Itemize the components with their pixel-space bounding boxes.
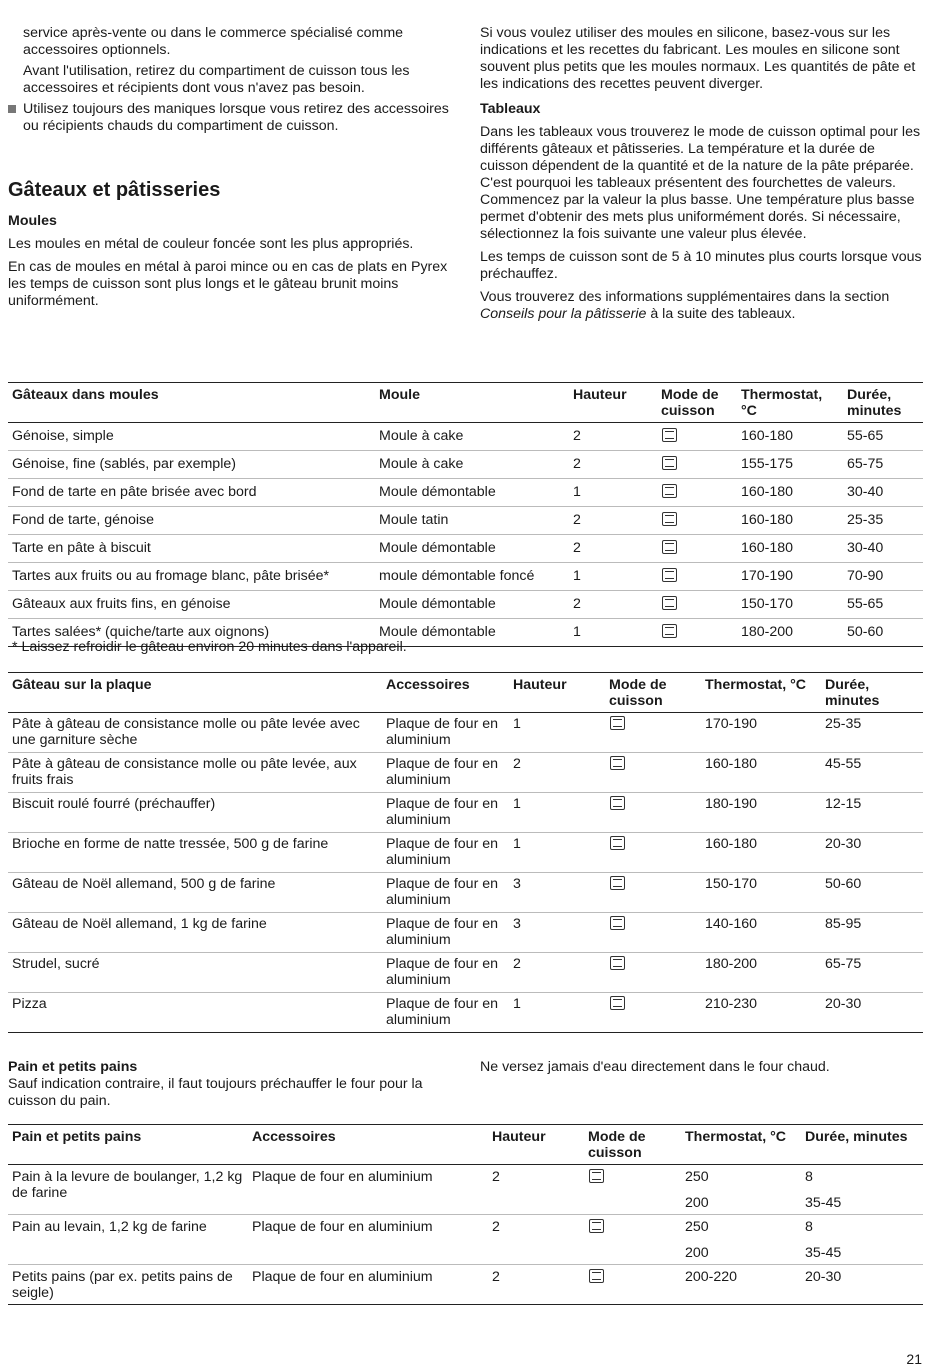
tableaux-paragraph: Dans les tableaux vous trouverez le mode de cuisson optimal pour les différents gâteaux et pâtisseries. La température et la durée de cuisson dépendent de la quantité et de la nature de la pâte préparée. C'est pourquoi les tableaux présentent des fourchettes de valeurs. Commencez par la valeur la plus basse. Une température plus basse permet d'obtenir des mets plus uniformément dorés. Si nécessaire, sélectionnez la fois suivante une valeur plus élevée. [480, 124, 921, 242]
top-bottom-heat-icon [610, 836, 625, 850]
top-bottom-heat-icon [610, 796, 625, 810]
accessory-cell: Moule démontable [379, 484, 496, 500]
temperature-cell: 160-180 [741, 484, 794, 500]
name-cell: Pain au levain, 1,2 kg de farine [12, 1219, 207, 1235]
mode-cell [657, 423, 737, 451]
level-cell: 2 [492, 1269, 500, 1285]
name-cell: Gâteau de Noël allemand, 500 g de farine [12, 876, 276, 892]
duration-cell: 65-75 [825, 956, 862, 972]
mode-cell [605, 833, 701, 873]
name-cell: Petits pains (par ex. petits pains de seigle) [12, 1269, 233, 1301]
column-header: Mode de cuisson [605, 673, 701, 713]
table-row [8, 1265, 923, 1305]
level-cell: 2 [573, 596, 581, 612]
level-cell: 1 [513, 996, 521, 1012]
name-cell: Pain à la levure de boulanger, 1,2 kg de farine [12, 1169, 243, 1201]
moules-heading: Moules [8, 213, 57, 229]
mode-cell [605, 873, 701, 913]
duration-cell: 50-60 [825, 876, 862, 892]
name-cell: Tartes aux fruits ou au fromage blanc, pâte brisée* [12, 568, 330, 584]
top-bottom-heat-icon [662, 456, 677, 470]
duration-cell: 8 [805, 1219, 813, 1235]
duration-cell: 70-90 [847, 568, 884, 584]
name-cell: Strudel, sucré [12, 956, 100, 972]
right-intro [480, 25, 925, 323]
info-paragraph: Vous trouverez des informations supplémentaires dans la section Conseils pour la pâtisserie à la suite des tableaux. [480, 289, 890, 322]
intro-paragraph: service après-vente ou dans le commerce spécialisé comme accessoires optionnels. [23, 25, 404, 58]
temperature-cell: 160-180 [741, 512, 794, 528]
temperature-cell: 150-170 [741, 596, 794, 612]
temperature-cell: 180-200 [741, 624, 794, 640]
moules-paragraph: Les moules en métal de couleur foncée sont les plus appropriés. [8, 236, 414, 252]
bullet-square-icon [8, 105, 16, 113]
temperature-cell: 180-200 [705, 956, 758, 972]
duration-cell: 12-15 [825, 796, 862, 812]
level-cell: 1 [513, 716, 521, 732]
duration-cell: 35-45 [805, 1245, 842, 1261]
table-row [8, 423, 923, 451]
top-bottom-heat-icon [610, 876, 625, 890]
accessory-cell: Plaque de four en aluminium [386, 836, 499, 868]
top-bottom-heat-icon [610, 916, 625, 930]
accessory-cell: Plaque de four en aluminium [386, 996, 499, 1028]
intro-paragraph: Avant l'utilisation, retirez du compartiment de cuisson tous les accessoires et récipients dont vous n'avez pas besoin. [23, 63, 410, 96]
level-cell: 2 [573, 428, 581, 444]
column-header: Pain et petits pains [8, 1125, 248, 1165]
tableaux-heading: Tableaux [480, 101, 541, 117]
column-header: Hauteur [569, 383, 657, 423]
preheat-paragraph: Les temps de cuisson sont de 5 à 10 minutes plus courts lorsque vous préchauffez. [480, 249, 922, 282]
table-pain [8, 1124, 923, 1305]
top-bottom-heat-icon [589, 1169, 604, 1183]
level-cell: 2 [573, 512, 581, 528]
column-header: Thermostat, °C [737, 383, 843, 423]
name-cell: Fond de tarte en pâte brisée avec bord [12, 484, 257, 500]
table-row [8, 507, 923, 535]
name-cell: Biscuit roulé fourré (préchauffer) [12, 796, 216, 812]
table-row [8, 953, 923, 993]
accessory-cell: Plaque de four en aluminium [386, 796, 499, 828]
mode-cell [584, 1215, 681, 1265]
temperature-cell: 170-190 [741, 568, 794, 584]
mode-cell [657, 563, 737, 591]
accessory-cell: Moule démontable [379, 624, 496, 640]
table-row [8, 591, 923, 619]
pain-intro [8, 1059, 453, 1110]
top-bottom-heat-icon [610, 956, 625, 970]
mode-cell [657, 591, 737, 619]
top-bottom-heat-icon [589, 1219, 604, 1233]
duration-cell: 8 [805, 1169, 813, 1185]
top-bottom-heat-icon [662, 540, 677, 554]
temperature-cell: 160-180 [705, 836, 758, 852]
duration-cell: 85-95 [825, 916, 862, 932]
top-bottom-heat-icon [610, 756, 625, 770]
table-row [8, 1215, 923, 1239]
table-row [8, 993, 923, 1033]
column-header: Mode de cuisson [584, 1125, 681, 1165]
level-cell: 1 [573, 568, 581, 584]
duration-cell: 20-30 [825, 996, 862, 1012]
table-row [8, 713, 923, 753]
table-row [8, 451, 923, 479]
temperature-cell: 160-180 [705, 756, 758, 772]
temperature-cell: 160-180 [741, 540, 794, 556]
column-header: Hauteur [488, 1125, 584, 1165]
mode-cell [584, 1165, 681, 1215]
temperature-cell: 170-190 [705, 716, 758, 732]
level-cell: 1 [573, 624, 581, 640]
column-header: Gâteau sur la plaque [8, 673, 382, 713]
duration-cell: 25-35 [847, 512, 884, 528]
section-title: Gâteaux et pâtisseries [8, 179, 221, 201]
bullet-text: Utilisez toujours des maniques lorsque vous retirez des accessoires ou récipients chauds du compartiment de cuisson. [23, 101, 449, 134]
level-cell: 2 [492, 1169, 500, 1185]
accessory-cell: Moule démontable [379, 596, 496, 612]
mode-cell [657, 535, 737, 563]
column-header: Durée, minutes [821, 673, 923, 713]
column-header: Thermostat, °C [701, 673, 821, 713]
duration-cell: 25-35 [825, 716, 862, 732]
name-cell: Pizza [12, 996, 47, 1012]
pain-heading: Pain et petits pains [8, 1059, 138, 1075]
accessory-cell: Plaque de four en aluminium [386, 716, 499, 748]
level-cell: 2 [573, 540, 581, 556]
top-bottom-heat-icon [589, 1269, 604, 1283]
mode-cell [605, 753, 701, 793]
name-cell: Tarte en pâte à biscuit [12, 540, 151, 556]
top-bottom-heat-icon [610, 996, 625, 1010]
duration-cell: 65-75 [847, 456, 884, 472]
mode-cell [605, 913, 701, 953]
temperature-cell: 155-175 [741, 456, 794, 472]
mode-cell [657, 451, 737, 479]
temperature-cell: 200 [685, 1245, 709, 1261]
table-row [8, 873, 923, 913]
column-header: Gâteaux dans moules [8, 383, 375, 423]
accessory-cell: Moule à cake [379, 428, 464, 444]
level-cell: 2 [492, 1219, 500, 1235]
table-gateaux-moules [8, 382, 923, 647]
section-reference: Conseils pour la pâtisserie [480, 306, 647, 322]
table-row [8, 1165, 923, 1189]
level-cell: 3 [513, 876, 521, 892]
mode-cell [657, 479, 737, 507]
duration-cell: 50-60 [847, 624, 884, 640]
pain-warning: Ne versez jamais d'eau directement dans le four chaud. [480, 1059, 830, 1075]
top-bottom-heat-icon [662, 568, 677, 582]
table-row [8, 563, 923, 591]
pain-paragraph: Sauf indication contraire, il faut toujours préchauffer le four pour la cuisson du pain. [8, 1076, 423, 1109]
accessory-cell: Plaque de four en aluminium [252, 1169, 433, 1185]
accessory-cell: Moule tatin [379, 512, 449, 528]
top-bottom-heat-icon [662, 428, 677, 442]
left-intro [23, 25, 453, 135]
top-bottom-heat-icon [662, 596, 677, 610]
name-cell: Pâte à gâteau de consistance molle ou pâte levée, aux fruits frais [12, 756, 357, 788]
table-row [8, 535, 923, 563]
top-bottom-heat-icon [662, 624, 677, 638]
duration-cell: 45-55 [825, 756, 862, 772]
level-cell: 1 [513, 796, 521, 812]
column-header: Mode de cuisson [657, 383, 737, 423]
column-header: Accessoires [248, 1125, 488, 1165]
silicone-paragraph: Si vous voulez utiliser des moules en silicone, basez-vous sur les indications et les recettes du fabricant. Les moules en silicone sont souvent plus petits que les moules normaux. Les quantités de pâte et les indications des recettes peuvent diverger. [480, 25, 916, 92]
level-cell: 3 [513, 916, 521, 932]
mode-cell [584, 1265, 681, 1305]
duration-cell: 35-45 [805, 1195, 842, 1211]
table-row [8, 833, 923, 873]
table-row [8, 793, 923, 833]
top-bottom-heat-icon [610, 716, 625, 730]
temperature-cell: 200-220 [685, 1269, 738, 1285]
level-cell: 1 [573, 484, 581, 500]
mode-cell [605, 993, 701, 1033]
duration-cell: 30-40 [847, 540, 884, 556]
table-row [8, 479, 923, 507]
name-cell: Génoise, fine (sablés, par exemple) [12, 456, 236, 472]
duration-cell: 30-40 [847, 484, 884, 500]
mode-cell [605, 953, 701, 993]
name-cell: Gâteau de Noël allemand, 1 kg de farine [12, 916, 267, 932]
temperature-cell: 210-230 [705, 996, 758, 1012]
name-cell: Brioche en forme de natte tressée, 500 g de farine [12, 836, 329, 852]
duration-cell: 55-65 [847, 428, 884, 444]
temperature-cell: 250 [685, 1219, 709, 1235]
name-cell: Fond de tarte, génoise [12, 512, 154, 528]
temperature-cell: 150-170 [705, 876, 758, 892]
accessory-cell: Moule démontable [379, 540, 496, 556]
level-cell: 2 [573, 456, 581, 472]
duration-cell: 20-30 [825, 836, 862, 852]
temperature-cell: 140-160 [705, 916, 758, 932]
moules-paragraph: En cas de moules en métal à paroi mince ou en cas de plats en Pyrex les temps de cuisson sont plus longs et le gâteau brunit moins uniformément. [8, 259, 448, 309]
table-row [8, 913, 923, 953]
duration-cell: 20-30 [805, 1269, 842, 1285]
mode-cell [657, 619, 737, 647]
temperature-cell: 160-180 [741, 428, 794, 444]
name-cell: Génoise, simple [12, 428, 114, 444]
temperature-cell: 200 [685, 1195, 709, 1211]
table-row [8, 753, 923, 793]
accessory-cell: Plaque de four en aluminium [252, 1269, 433, 1285]
accessory-cell: Plaque de four en aluminium [386, 916, 499, 948]
top-bottom-heat-icon [662, 484, 677, 498]
section-gateaux [8, 178, 453, 310]
level-cell: 2 [513, 956, 521, 972]
level-cell: 2 [513, 756, 521, 772]
column-header: Hauteur [509, 673, 605, 713]
column-header: Accessoires [382, 673, 509, 713]
column-header: Durée, minutes [843, 383, 923, 423]
name-cell: Pâte à gâteau de consistance molle ou pâte levée avec une garniture sèche [12, 716, 360, 748]
accessory-cell: Plaque de four en aluminium [386, 876, 499, 908]
name-cell: Gâteaux aux fruits fins, en génoise [12, 596, 231, 612]
page-number: 21 [906, 1351, 922, 1367]
column-header: Moule [375, 383, 569, 423]
column-header: Durée, minutes [801, 1125, 923, 1165]
bullet-item [23, 101, 453, 135]
name-cell: Tartes salées* (quiche/tarte aux oignons) [12, 624, 270, 640]
duration-cell: 55-65 [847, 596, 884, 612]
mode-cell [605, 793, 701, 833]
column-header: Thermostat, °C [681, 1125, 801, 1165]
accessory-cell: Moule à cake [379, 456, 464, 472]
accessory-cell: Plaque de four en aluminium [252, 1219, 433, 1235]
mode-cell [657, 507, 737, 535]
temperature-cell: 180-190 [705, 796, 758, 812]
accessory-cell: Plaque de four en aluminium [386, 956, 499, 988]
mode-cell [605, 713, 701, 753]
temperature-cell: 250 [685, 1169, 709, 1185]
accessory-cell: Plaque de four en aluminium [386, 756, 499, 788]
accessory-cell: moule démontable foncé [379, 568, 535, 584]
level-cell: 1 [513, 836, 521, 852]
top-bottom-heat-icon [662, 512, 677, 526]
table-gateau-plaque [8, 672, 923, 1033]
table-footnote: * Laissez refroidir le gâteau environ 20 minutes dans l'appareil. [12, 639, 407, 655]
